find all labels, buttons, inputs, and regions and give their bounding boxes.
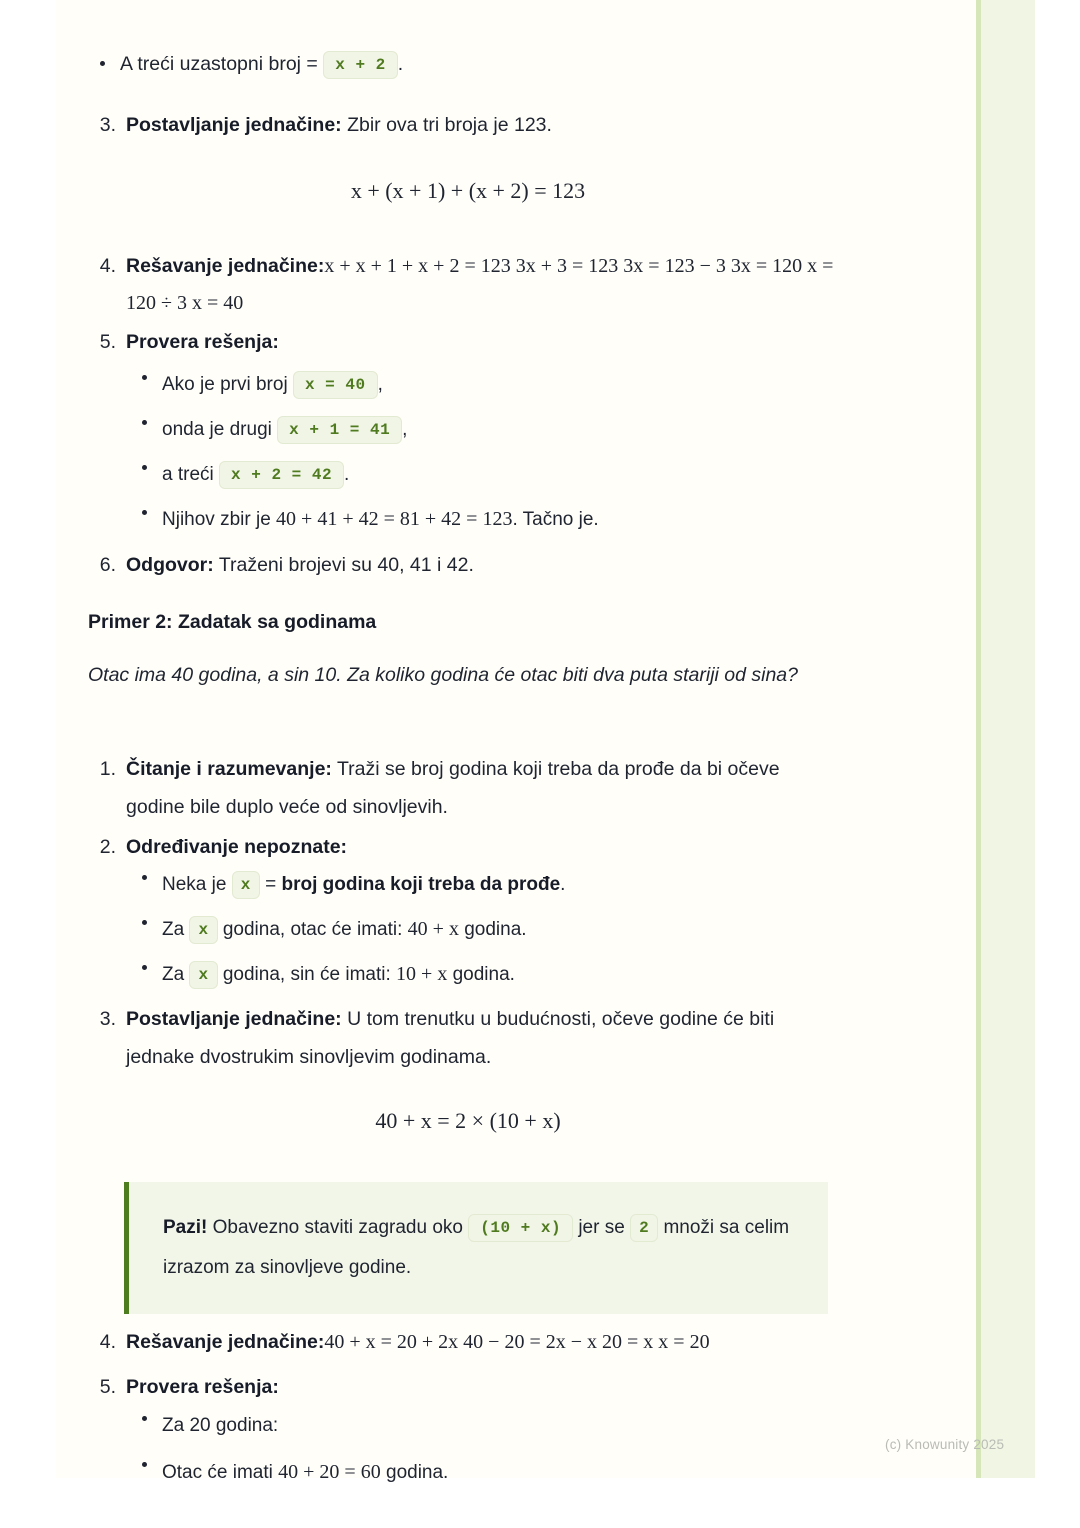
callout-body [163,1208,798,1288]
bullet-text-prefix: onda je drugi [162,419,278,440]
code-chip-x-plus-2-equals-42: x + 2 = 42 [219,461,344,489]
bullet-text-prefix: a treći [162,464,220,485]
bullet-text-suffix: godina. [447,964,515,985]
step-3-setup-equation-ex2 [88,1000,838,1076]
step-4-solve-equation [88,248,848,322]
list-item [130,907,848,952]
bullet-text-prefix: Otac će imati [162,1462,279,1483]
callout-text-2: jer se [573,1217,631,1238]
callout-text-3: množi sa celim izrazom za sinovljeve godine. [163,1217,790,1278]
bullet-text-prefix: Za [162,919,190,940]
bullet-text-mid: = [259,874,282,895]
bullet-text-prefix: Za [162,964,190,985]
heading-text: Primer 2: Zadatak sa godinama [88,611,377,633]
bullet-list-example1-unknowns [88,48,848,80]
step-label: Postavljanje jednačine: [126,1008,342,1030]
step-2-bullet-list [130,862,848,997]
bullet-text-bold: broj godina koji treba da prođe [281,874,561,895]
step-text: Zbir ova tri broja je 123. [341,114,552,136]
verification-bullets [130,362,848,542]
bullet-text-suffix: . Tačno je. [512,509,599,530]
bullet-text-mid: godina, sin će imati: [217,964,397,985]
code-chip-x-plus-1-equals-41: x + 1 = 41 [277,416,402,444]
list-item [130,862,848,907]
bullet-math: 40 + x [407,918,459,940]
callout-label: Pazi! [163,1217,208,1238]
bullet-text-suffix: , [402,419,408,440]
side-panel [976,0,1035,1478]
list-marker: 4. [99,255,116,277]
display-equation-1 [88,178,848,204]
bullet-third-number [88,48,848,80]
step-label: Rešavanje jednačine: [126,255,325,277]
step-5-bullet-list-ex2 [130,1403,848,1496]
ordered-list-item [88,108,848,143]
code-chip-x: x [189,916,217,944]
ordered-list-item [88,1000,838,1076]
ordered-list-item [88,325,848,360]
list-item [130,1403,848,1449]
list-item [130,362,848,407]
bullet-text-prefix: Ako je prvi broj [162,374,293,395]
bullet-text-suffix: godina. [380,1462,449,1483]
list-marker: 5. [99,331,116,353]
step-label: Rešavanje jednačine: [126,1331,325,1353]
step-5-verify-ex2 [88,1371,848,1403]
unknown-definition-bullets [130,862,848,997]
step-5-bullet-list [130,362,848,542]
step-text: Traženi brojevi su 40, 41 i 42. [213,554,474,576]
callout-text-1: Obavezno staviti zagradu oko [207,1217,469,1238]
code-chip-x: x [189,961,217,989]
ordered-list-item [88,1371,848,1403]
step-math: x + x + 1 + x + 2 = 123 3x + 3 = 123 3x = 123 − 3 3x = 120 x = 120 ÷ 3 x = 40 [126,255,834,314]
bullet-math: 40 + 20 = 60 [278,1461,381,1483]
step-label: Postavljanje jednačine: [126,114,342,136]
step-text: U tom trenutku u budućnosti, očeve godine će biti jednake dvostrukim sinovljevim godinama. [126,1008,775,1068]
example2-heading [88,608,848,636]
ordered-list-item [88,548,848,583]
display-equation-2 [88,1108,848,1134]
list-item [130,497,848,542]
list-marker: 3. [99,1008,116,1030]
list-item [130,452,848,497]
step-3-setup-equation [88,108,848,143]
verification-bullets-ex2 [130,1403,848,1496]
step-label: Odgovor: [126,554,214,576]
code-chip-x-equals-40: x = 40 [293,371,378,399]
step-label: Čitanje i razumevanje: [126,758,332,780]
bullet-text-prefix: Njihov zbir je [162,509,277,530]
step-4-solve-equation-ex2 [88,1325,848,1360]
step-text: Traži se broj godina koji treba da prođe da bi očeve godine bile duplo veće od sinovljevih. [126,758,780,818]
step-5-verify-solution [88,325,848,360]
problem-text: Otac ima 40 godina, a sin 10. Za koliko godina će otac biti dva puta stariji od sina? [88,664,798,686]
list-marker: 3. [99,114,116,136]
bullet-text-prefix: A treći uzastopni broj = [120,53,324,75]
callout-box [124,1182,828,1314]
code-chip-x: x [232,871,260,899]
code-chip-2: 2 [630,1214,658,1242]
bullet-text-suffix: . [560,874,566,895]
example2-problem-statement [88,655,836,696]
bullet-math: 10 + x [396,963,448,985]
bullet-text-mid: godina, otac će imati: [217,919,408,940]
code-chip-paren-10-plus-x: (10 + x) [468,1214,573,1242]
side-panel-stripe [976,0,981,1478]
copyright-watermark: (c) Knowunity 2025 [885,1437,1005,1452]
equation-text: x + (x + 1) + (x + 2) = 123 [350,178,586,203]
step-6-answer [88,548,848,583]
ordered-list-item [88,248,848,322]
bullet-text: Za 20 godina: [162,1415,279,1436]
list-marker: 1. [99,758,116,780]
list-marker: 2. [99,836,116,858]
step-math: 40 + x = 20 + 2x 40 − 20 = 2x − x 20 = x x = 20 [324,1331,710,1353]
bullet-text-suffix: , [377,374,383,395]
step-1-reading [88,750,838,826]
ordered-list-item [88,830,848,865]
warning-callout [124,1182,828,1314]
bullet-text-prefix: Neka je [162,874,232,895]
list-marker: 4. [99,1331,116,1353]
step-label: Određivanje nepoznate: [126,836,348,858]
bullet-math: 40 + 41 + 42 = 81 + 42 = 123 [276,508,513,530]
ordered-list-item [88,750,838,826]
list-item [130,407,848,452]
step-label: Provera rešenja: [126,331,279,353]
code-chip-x-plus-2: x + 2 [323,51,398,79]
list-item [130,1449,848,1496]
bullet-text-suffix: . [344,464,350,485]
step-label: Provera rešenja: [126,1376,279,1398]
equation-text: 40 + x = 2 × (10 + x) [375,1108,561,1133]
step-2-define-unknown [88,830,848,865]
list-marker: 5. [99,1376,116,1398]
bullet-text-suffix: . [397,53,404,75]
ordered-list-item [88,1325,848,1360]
list-item [88,48,848,80]
list-item [130,952,848,997]
list-marker: 6. [99,554,116,576]
bullet-text-suffix: godina. [458,919,527,940]
